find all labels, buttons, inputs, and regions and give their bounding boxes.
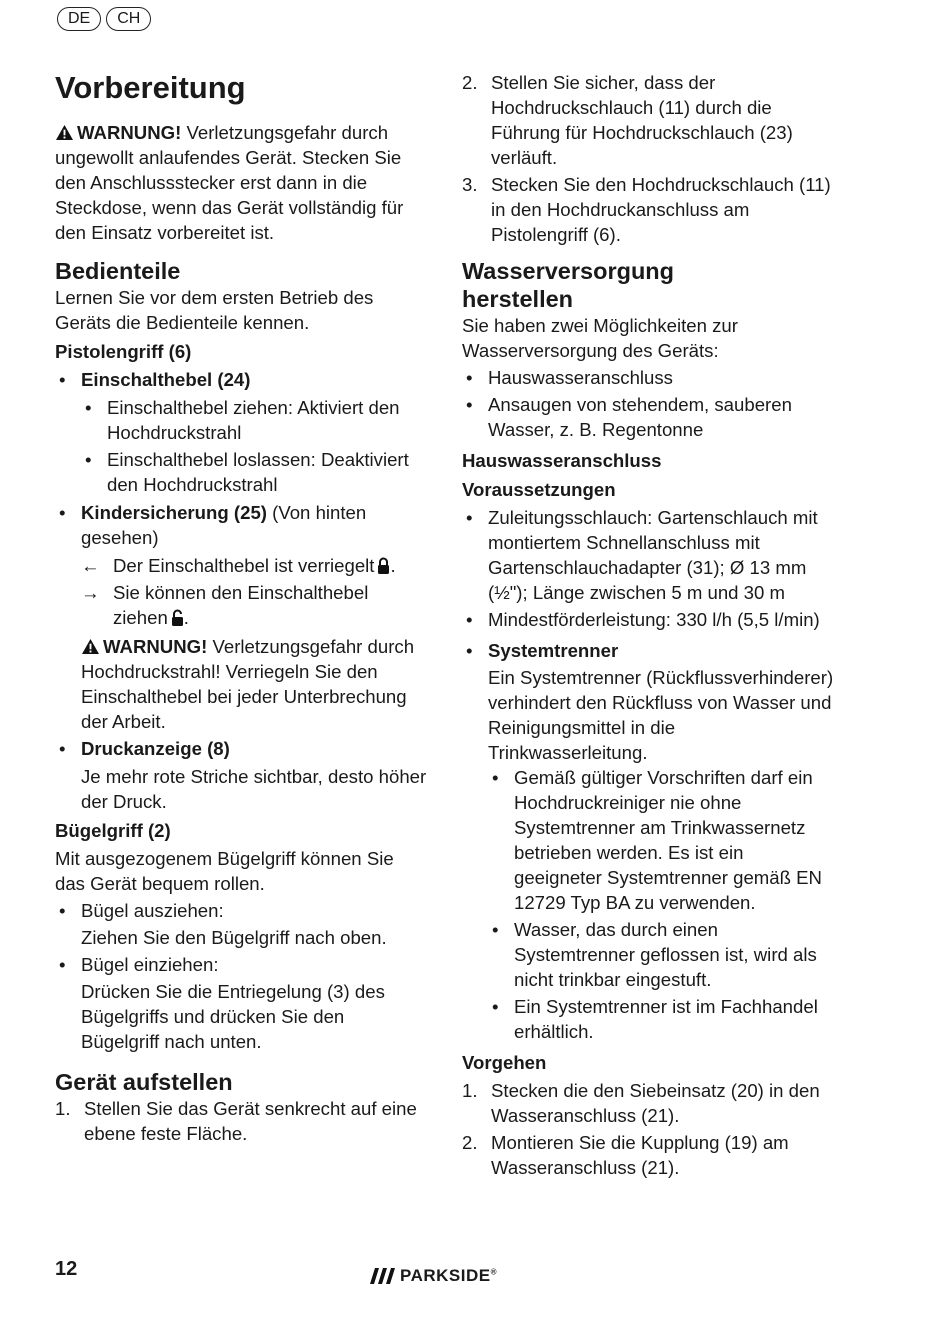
step-item [462,1130,834,1180]
step-text: Montieren Sie die Kupplung (19) am Wasseranschluss (21). [491,1132,789,1178]
arrow-row-unlocked [81,580,427,630]
vorgehen-steps [462,1078,834,1180]
arrow-left-icon: ← [81,555,100,576]
warning-paragraph-1 [55,120,427,245]
warning-text: Verletzungsgefahr durch Hochdruckstrahl! Verriegeln Sie den Einschalthebel bei jeder Unterbrechung der Arbeit. [81,636,415,732]
warning-paragraph-2 [81,634,427,734]
lock-closed-icon [377,557,390,574]
list-item [55,736,427,814]
subheading-pistolengriff: Pistolengriff (6) [55,341,192,362]
pistolengriff-list [55,367,427,814]
step-number: 3. [462,174,478,195]
list-item: • Einschalthebel ziehen: Aktiviert den Hochdruckstrahl [81,395,427,445]
list-item: • Hauswasseranschluss [462,365,834,390]
period: . [390,555,396,576]
aufstellen-steps [55,1096,427,1146]
bedienteile-text: Lernen Sie vor dem ersten Betrieb des Geräts die Bedienteile kennen. [55,287,374,333]
brand-slashes-icon [370,1268,396,1284]
language-badges [57,7,151,31]
list-item [55,898,427,950]
period: . [183,607,189,628]
list-item: • Wasser, das durch einen Systemtrenner geflossen ist, wird als nicht trinkbar eingestuft. [488,917,834,992]
arrow-right-icon: → [81,582,100,603]
lock-open-icon [171,609,184,626]
arrow-row-locked [81,553,427,578]
buegelgriff-text: Mit ausgezogenem Bügelgriff können Sie das Gerät bequem rollen. [55,848,394,894]
warning-text: Verletzungsgefahr durch ungewollt anlaufendes Gerät. Stecken Sie den Anschlussstecker erst dann in die Steckdose, wenn das Gerät vollständig für den Einsatz vorbereitet ist. [55,122,404,243]
wasser-text: Sie haben zwei Möglichkeiten zur Wasserversorgung des Geräts: [462,315,738,361]
heading-line: Wasserversorgung [462,258,675,284]
right-column [462,70,834,1182]
section-heading-wasserversorgung [462,257,834,313]
step-text: Stecken Sie den Hochdruckschlauch (11) in den Hochdruckanschluss am Pistolengriff (6). [491,174,831,245]
step-text: Stecken die den Siebeinsatz (20) in den Wasseranschluss (21). [491,1080,820,1126]
list-item-label: Einschalthebel (24) [81,369,251,390]
section-heading-aufstellen: Gerät aufstellen [55,1069,233,1095]
brand-text: PARKSIDE [400,1266,491,1285]
list-item: • Zuleitungsschlauch: Gartenschlauch mit montiertem Schnellanschluss mit Gartenschlauchadapter (31); Ø 13 mm (½"); Länge zwischen 5 m und 30 m [462,505,834,605]
step-item [55,1096,427,1146]
page-title: Vorbereitung [55,70,246,105]
lang-badge-ch: CH [106,7,151,31]
section-heading-bedienteile: Bedienteile [55,258,181,284]
buegelgriff-list [55,898,427,1054]
list-item [55,367,427,497]
step-item [462,70,834,170]
step-number: 1. [462,1080,478,1101]
list-item-text: Ein Systemtrenner (Rückflussverhinderer) verhindert den Rückfluss von Wasser und Reinigungsmittel in die Trinkwasserleitung. [488,667,834,763]
arrow-row-text: Der Einschalthebel ist verriegelt [113,555,375,576]
list-item-suffix: (Von hinten gesehen) [81,502,367,548]
brand-name [400,1266,497,1286]
step-number: 2. [462,1132,478,1153]
step-text: Stellen Sie sicher, dass der Hochdruckschlauch (11) durch die Führung für Hochdruckschlauch (23) verläuft. [491,72,793,168]
registered-mark: ® [490,1267,497,1277]
list-item-label: Kindersicherung (25) [81,502,267,523]
step-number: 2. [462,72,478,93]
list-item: • Ansaugen von stehendem, sauberen Wasser, z. B. Regentonne [462,392,834,442]
warning-triangle-icon [55,124,74,141]
brand-logo [370,1266,497,1286]
left-column [55,68,427,1148]
nested-list [81,395,427,497]
list-item-text: Ziehen Sie den Bügelgriff nach oben. [81,927,387,948]
heading-line: herstellen [462,286,574,312]
list-item-label: • Bügel einziehen: [81,954,219,975]
voraussetzungen-list [462,505,834,1044]
lang-badge-de: DE [57,7,101,31]
wasser-list [462,365,834,442]
list-item: • Gemäß gültiger Vorschriften darf ein Hochdruckreiniger nie ohne Systemtrenner am Trinkwassernetz betrieben werden. Es ist ein geeigneter Systemtrenner gemäß EN 12729 Typ BA zu verwenden. [488,765,834,915]
subheading-buegelgriff: Bügelgriff (2) [55,820,171,841]
aufstellen-steps-continued [462,70,834,247]
warning-triangle-icon [81,638,100,655]
list-item-label: Systemtrenner [488,640,619,661]
list-item: • Ein Systemtrenner ist im Fachhandel erhältlich. [488,994,834,1044]
list-item-text: Je mehr rote Striche sichtbar, desto höher der Druck. [81,766,427,812]
list-item-text: Drücken Sie die Entriegelung (3) des Bügelgriffs und drücken Sie den Bügelgriff nach unten. [81,981,385,1052]
step-item [462,172,834,247]
list-item-label: Druckanzeige (8) [81,738,230,759]
nested-list [488,765,834,1044]
subheading-hauswasseranschluss: Hauswasseranschluss [462,450,662,471]
subheading-vorgehen: Vorgehen [462,1052,547,1073]
list-item: • Mindestförderleistung: 330 l/h (5,5 l/min) [462,607,834,632]
warning-label: WARNUNG! [103,636,208,657]
step-text: Stellen Sie das Gerät senkrecht auf eine ebene feste Fläche. [84,1098,417,1144]
list-item [55,500,427,734]
subheading-voraussetzungen: Voraussetzungen [462,479,616,500]
step-item [462,1078,834,1128]
page-number: 12 [55,1258,78,1280]
step-number: 1. [55,1098,71,1119]
list-item [55,952,427,1054]
warning-label: WARNUNG! [77,122,182,143]
arrow-row-text: Sie können den Einschalthebel ziehen [113,582,369,628]
list-item-label: • Bügel ausziehen: [81,900,224,921]
list-item [462,638,834,1044]
list-item: • Einschalthebel loslassen: Deaktiviert den Hochdruckstrahl [81,447,427,497]
